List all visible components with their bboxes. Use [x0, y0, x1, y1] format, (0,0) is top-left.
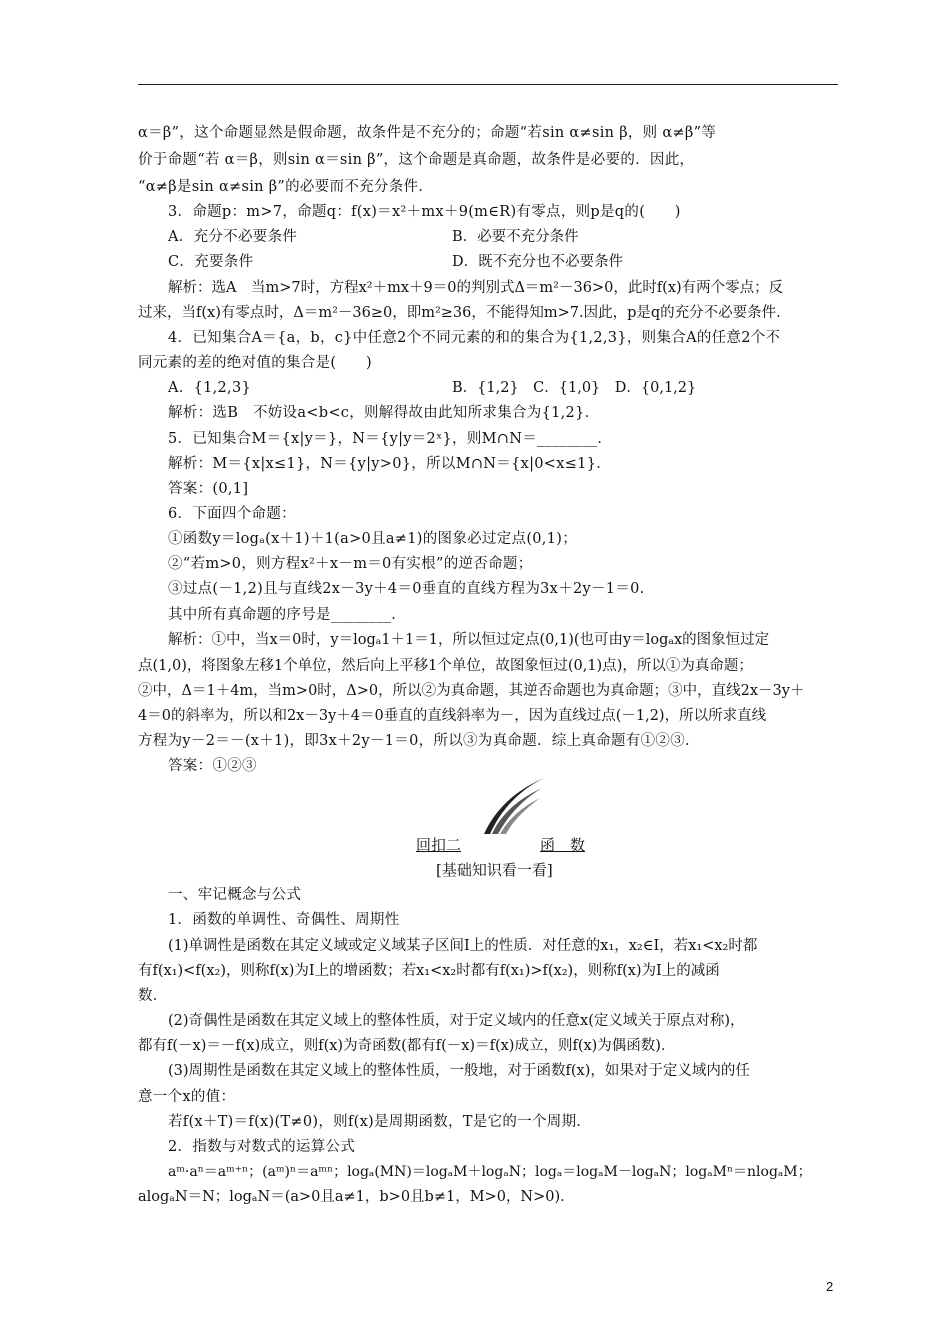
proposition-1: ①函数y＝logₐ(x＋1)＋1(a>0且a≠1)的图象必过定点(0,1)； — [168, 531, 578, 547]
question-6: 6．下面四个命题： — [168, 506, 296, 522]
section-title-left: 回扣二 — [416, 836, 462, 854]
question-6-prompt: 其中所有真命题的序号是________． — [168, 607, 406, 623]
proposition-3: ③过点(－1,2)且与直线2x－3y＋4＝0垂直的直线方程为3x＋2y－1＝0. — [168, 581, 645, 597]
text-line: 方程为y－2＝－(x＋1)，即3x＋2y－1＝0，所以③为真命题．综上真命题有①②③. — [138, 733, 690, 749]
formula-line: aᵐ·aⁿ＝aᵐ⁺ⁿ；(aᵐ)ⁿ＝aᵐⁿ；logₐ(MN)＝logₐM＋logₐN；logₐ＝logₐM－logₐN；logₐMⁿ＝nlogₐM； — [168, 1164, 812, 1180]
analysis-4: 解析：选B 不妨设a<b<c，则解得故由此知所求集合为{1,2}． — [168, 405, 600, 421]
option-c: C．充要条件 — [168, 254, 254, 270]
paragraph-line: 意一个x的值： — [138, 1089, 236, 1105]
paragraph-line: 数． — [138, 988, 168, 1004]
text-line: ②中，Δ＝1＋4m，当m>0时，Δ>0，所以②为真命题，其逆否命题也为真命题；③中，直线2x－3y＋ — [138, 683, 805, 699]
section-subtitle: [基础知识看一看] — [436, 861, 553, 879]
proposition-2: ②“若m>0，则方程x²＋x－m＝0有实根”的逆否命题； — [168, 556, 533, 572]
text-line: 点(1,0)，将图象左移1个单位，然后向上平移1个单位，故图象恒过(0,1)点)，所以①为真命题； — [138, 658, 753, 674]
paragraph-line: 都有f(－x)＝－f(x)成立，则f(x)为奇函数(都有f(－x)＝f(x)成立，则f(x)为偶函数)． — [138, 1038, 676, 1054]
question-4: 4．已知集合A＝{a，b，c}中任意2个不同元素的和的集合为{1,2,3}，则集合A的任意2个不 — [168, 330, 781, 346]
formula-line: alogₐN＝N；logₐN＝(a>0且a≠1，b>0且b≠1，M>0，N>0)． — [138, 1189, 575, 1205]
paragraph-line: (2)奇偶性是函数在其定义域上的整体性质，对于定义域内的任意x(定义域关于原点对称)， — [168, 1013, 745, 1029]
option-b: B．必要不充分条件 — [452, 229, 579, 245]
text-line: α＝β”，这个命题显然是假命题，故条件是不充分的；命题“若sin α≠sin β，则 α≠β”等 — [138, 125, 717, 141]
paragraph-line: 若f(x＋T)＝f(x)(T≠0)，则f(x)是周期函数，T是它的一个周期． — [168, 1114, 592, 1130]
topic-heading: 1．函数的单调性、奇偶性、周期性 — [168, 912, 400, 928]
text-line: 4＝0的斜率为，所以和2x－3y＋4＝0垂直的直线斜率为－，因为直线过点(－1,2)，所以所求直线 — [138, 708, 767, 724]
question-5: 5．已知集合M＝{x|y＝}，N＝{y|y＝2ˣ}，则M∩N＝________． — [168, 431, 613, 447]
subsection-heading: 一、牢记概念与公式 — [168, 887, 302, 903]
option-d: D．既不充分也不必要条件 — [452, 254, 624, 270]
topic-heading: 2．指数与对数式的运算公式 — [168, 1139, 356, 1155]
option-bcd: B．{1,2} C．{1,0} D．{0,1,2} — [452, 380, 697, 396]
paragraph-line: (1)单调性是函数在其定义域或定义域某子区间I上的性质．对任意的x₁，x₂∈I，若x₁<x₂时都 — [168, 938, 758, 954]
paragraph-line: 有f(x₁)<f(x₂)，则称f(x)为I上的增函数；若x₁<x₂时都有f(x₁)>f(x₂)，则称f(x)为I上的减函 — [138, 963, 720, 979]
option-a: A．{1,2,3} — [168, 380, 252, 396]
analysis-3: 解析：选A 当m>7时，方程x²＋mx＋9＝0的判别式Δ＝m²－36>0，此时f(x)有两个零点；反 — [168, 280, 784, 296]
header-rule — [138, 84, 838, 85]
answer-5: 答案：(0,1] — [168, 481, 249, 497]
section-logo-icon — [480, 776, 546, 836]
text-line: 过来，当f(x)有零点时，Δ＝m²－36≥0，即m²≥36，不能得知m>7.因此，p是q的充分不必要条件． — [138, 305, 791, 321]
paragraph-line: (3)周期性是函数在其定义域上的整体性质，一般地，对于函数f(x)，如果对于定义域内的任 — [168, 1063, 750, 1079]
section-title-right: 函 数 — [540, 836, 586, 854]
option-a: A．充分不必要条件 — [168, 229, 298, 245]
page-number: 2 — [826, 1279, 834, 1294]
text-line: 同元素的差的绝对值的集合是( ) — [138, 355, 372, 371]
text-line: 价于命题“若 α＝β，则sin α＝sin β”，这个命题是真命题，故条件是必要的．因此， — [138, 152, 695, 168]
text-line: “α≠β是sin α≠sin β”的必要而不充分条件． — [138, 179, 434, 195]
question-3: 3．命题p：m>7，命题q：f(x)＝x²＋mx＋9(m∈R)有零点，则p是q的( ) — [168, 204, 681, 220]
answer-6: 答案：①②③ — [168, 758, 257, 774]
analysis-6: 解析：①中，当x＝0时，y＝logₐ1＋1＝1，所以恒过定点(0,1)(也可由y＝logₐx的图象恒过定 — [168, 632, 770, 648]
analysis-5: 解析：M＝{x|x≤1}，N＝{y|y>0}，所以M∩N＝{x|0<x≤1}． — [168, 456, 612, 472]
